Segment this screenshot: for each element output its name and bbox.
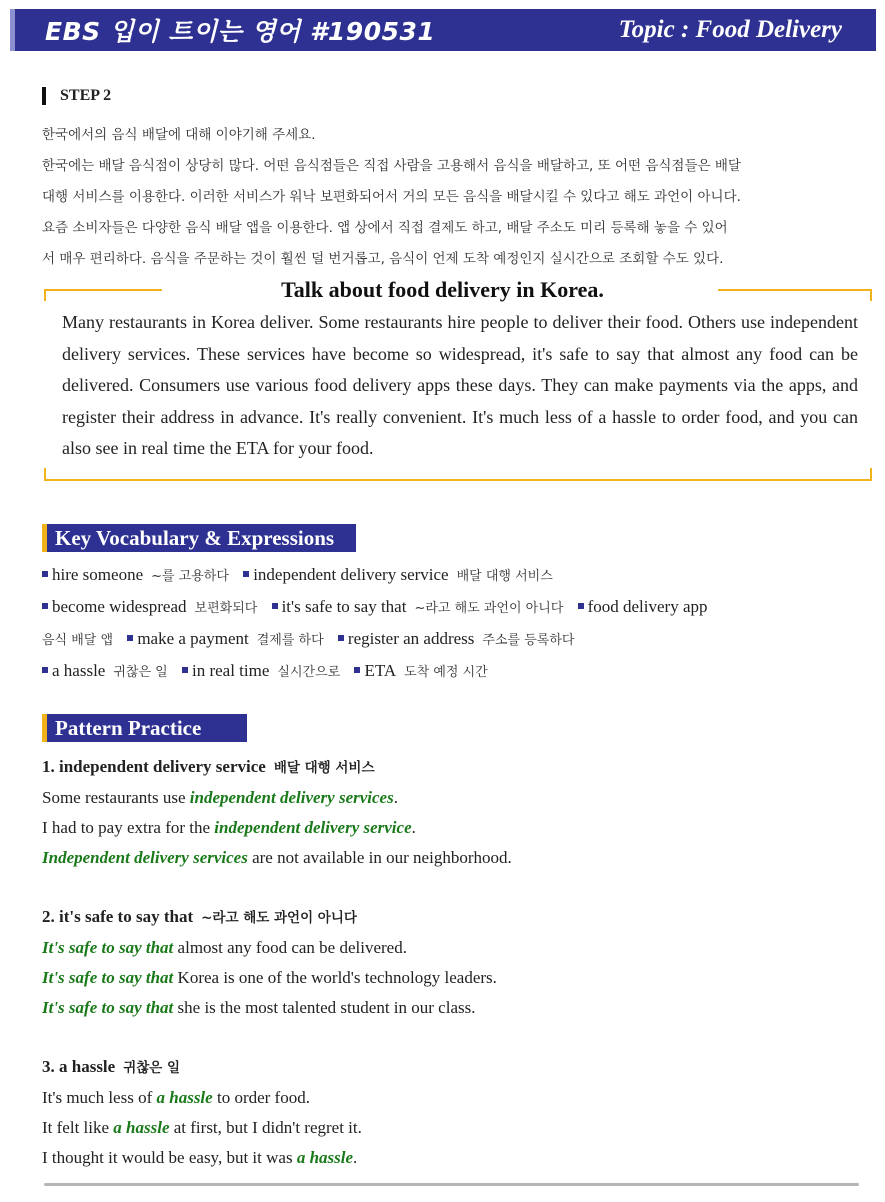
talk-body: Many restaurants in Korea deliver. Some restaurants hire people to deliver their food. Others use independent delivery services. These services have become so widespread, it's safe to say that almost any food can be delivered. Consumers use various food delivery apps these days. They can make payments via the apps, and register their address in advance. It's really convenient. It's much less of a hassle to order food, and you can also see in real time the ETA for your food. xyxy=(62,312,858,458)
pattern-sentence xyxy=(42,1143,862,1173)
vocab-list xyxy=(42,560,862,688)
sentence-text: Some restaurants use xyxy=(42,788,190,807)
pattern-section-header xyxy=(42,714,247,742)
pattern-heading xyxy=(42,1052,862,1083)
pattern-sentence xyxy=(42,1083,862,1113)
sentence-text: . xyxy=(411,818,416,837)
sentence-text: are not available in our neighborhood. xyxy=(247,848,512,867)
vocab-ko: 음식 배달 앱 xyxy=(42,633,114,648)
sentence-highlight: It's safe to say that xyxy=(42,938,174,957)
sentence-highlight: It's safe to say that xyxy=(42,968,174,987)
pattern-block-3 xyxy=(42,1052,862,1173)
korean-line: 요즘 소비자들은 다양한 음식 배달 앱을 이용한다. 앱 상에서 직접 결제도 하고, 배달 주소도 미리 등록해 놓을 수 있어 xyxy=(42,220,728,236)
sentence-highlight: Independent delivery services xyxy=(42,848,248,867)
sentence-highlight: independent delivery services xyxy=(189,788,394,807)
vocab-item xyxy=(127,629,323,648)
sentence-text: Korea is one of the world's technology leaders. xyxy=(173,968,497,987)
pattern-heading xyxy=(42,752,862,783)
vocab-section-header xyxy=(42,524,356,552)
pattern-heading-en: 1. independent delivery service xyxy=(42,757,266,776)
talk-title: Talk about food delivery in Korea. xyxy=(281,277,604,302)
step-text: STEP 2 xyxy=(60,87,112,104)
vocab-row xyxy=(42,656,862,688)
sentence-text: I thought it would be easy, but it was xyxy=(42,1148,297,1167)
sentence-text: almost any food can be delivered. xyxy=(173,938,407,957)
korean-passage xyxy=(42,120,854,275)
vocab-ko: 배달 대행 서비스 xyxy=(456,569,553,584)
vocab-ko: 결제를 하다 xyxy=(256,633,324,648)
vocab-item xyxy=(42,597,257,616)
bullet-square-icon xyxy=(272,603,278,609)
sentence-highlight: a hassle xyxy=(113,1118,170,1137)
bullet-square-icon xyxy=(182,667,188,673)
vocab-en: a hassle xyxy=(52,661,106,680)
pattern-block-1 xyxy=(42,752,862,873)
vocab-item xyxy=(42,661,168,680)
pattern-sentence xyxy=(42,933,862,963)
vocab-ko: 보편화되다 xyxy=(194,601,258,616)
pattern-sentence xyxy=(42,813,862,843)
talk-box-bottom-right-tick xyxy=(870,468,872,481)
bullet-square-icon xyxy=(42,603,48,609)
header-banner xyxy=(10,9,876,51)
vocab-item xyxy=(243,565,553,584)
vocab-ko: 도착 예정 시간 xyxy=(404,665,488,680)
vocab-en: make a payment xyxy=(137,629,249,648)
vocab-item xyxy=(338,629,575,648)
sentence-highlight: a hassle xyxy=(296,1148,354,1167)
vocab-item xyxy=(578,597,708,616)
vocab-ko: 귀찮은 일 xyxy=(113,665,168,680)
talk-box-bottom-left-tick xyxy=(44,468,46,481)
pattern-heading-ko: 귀찮은 일 xyxy=(123,1060,181,1076)
sentence-text: at first, but I didn't regret it. xyxy=(169,1118,362,1137)
vocab-row xyxy=(42,560,862,592)
korean-line: 서 매우 편리하다. 음식을 주문하는 것이 훨씬 덜 번거롭고, 음식이 언제 도착 예정인지 실시간으로 조회할 수도 있다. xyxy=(42,251,724,267)
vocab-en: independent delivery service xyxy=(253,565,449,584)
sentence-text: . xyxy=(393,788,398,807)
pattern-sentence xyxy=(42,1113,862,1143)
pattern-sentence xyxy=(42,783,862,813)
korean-line: 한국에는 배달 음식점이 상당히 많다. 어떤 음식점들은 직접 사람을 고용해서 음식을 배달하고, 또 어떤 음식점들은 배달 xyxy=(42,158,741,174)
talk-box-bottom-line xyxy=(44,479,872,481)
pattern-heading xyxy=(42,902,862,933)
vocab-en: register an address xyxy=(347,629,475,648)
pattern-block-2 xyxy=(42,902,862,1023)
pattern-sentence xyxy=(42,843,862,873)
pattern-sentence xyxy=(42,993,862,1023)
vocab-row xyxy=(42,624,862,656)
vocab-ko: ~를 고용하다 xyxy=(151,569,229,584)
sentence-text: to order food. xyxy=(212,1088,310,1107)
step-label xyxy=(42,87,111,105)
bullet-square-icon xyxy=(42,571,48,577)
vocab-item xyxy=(42,629,113,648)
pattern-section-title: Pattern Practice xyxy=(55,715,202,740)
sentence-text: It's much less of xyxy=(42,1088,157,1107)
vocab-item xyxy=(354,661,487,680)
bottom-divider xyxy=(44,1183,859,1186)
vocab-en: food delivery app xyxy=(587,597,708,616)
vocab-en: become widespread xyxy=(52,597,187,616)
korean-line: 한국에서의 음식 배달에 대해 이야기해 주세요. xyxy=(42,127,316,143)
episode-title: EBS 입이 트이는 영어 #190531 xyxy=(45,17,436,46)
korean-line: 대행 서비스를 이용한다. 이러한 서비스가 워낙 보편화되어서 거의 모든 음식을 배달시킬 수 있다고 해도 과언이 아니다. xyxy=(42,189,741,205)
topic-title: Topic : Food Delivery xyxy=(618,16,842,43)
pattern-heading-ko: 배달 대행 서비스 xyxy=(273,760,375,776)
pattern-heading-en: 2. it's safe to say that xyxy=(42,907,194,926)
sentence-highlight: It's safe to say that xyxy=(42,998,174,1017)
bullet-square-icon xyxy=(338,635,344,641)
sentence-highlight: independent delivery service xyxy=(214,818,412,837)
vocab-en: ETA xyxy=(364,661,397,680)
bullet-square-icon xyxy=(578,603,584,609)
vocab-ko: 주소를 등록하다 xyxy=(482,633,575,648)
vocab-item xyxy=(272,597,564,616)
pattern-heading-ko: ~라고 해도 과언이 아니다 xyxy=(201,910,357,926)
vocab-en: in real time xyxy=(191,661,270,680)
sentence-text: she is the most talented student in our class. xyxy=(173,998,476,1017)
bullet-square-icon xyxy=(243,571,249,577)
vocab-ko: 실시간으로 xyxy=(277,665,341,680)
vocab-section-title: Key Vocabulary & Expressions xyxy=(55,525,335,550)
sentence-text: It felt like xyxy=(42,1118,114,1137)
sentence-highlight: a hassle xyxy=(156,1088,213,1107)
vocab-en: it's safe to say that xyxy=(281,597,407,616)
sentence-text: I had to pay extra for the xyxy=(42,818,215,837)
vocab-row xyxy=(42,592,862,624)
bullet-square-icon xyxy=(127,635,133,641)
vocab-ko: ~라고 해도 과언이 아니다 xyxy=(414,601,564,616)
pattern-heading-en: 3. a hassle xyxy=(42,1057,116,1076)
bullet-square-icon xyxy=(354,667,360,673)
vocab-item xyxy=(182,661,340,680)
pattern-sentence xyxy=(42,963,862,993)
sentence-text: . xyxy=(353,1148,358,1167)
bullet-square-icon xyxy=(42,667,48,673)
vocab-en: hire someone xyxy=(52,565,144,584)
vocab-item xyxy=(42,565,229,584)
step-bar xyxy=(42,87,46,105)
